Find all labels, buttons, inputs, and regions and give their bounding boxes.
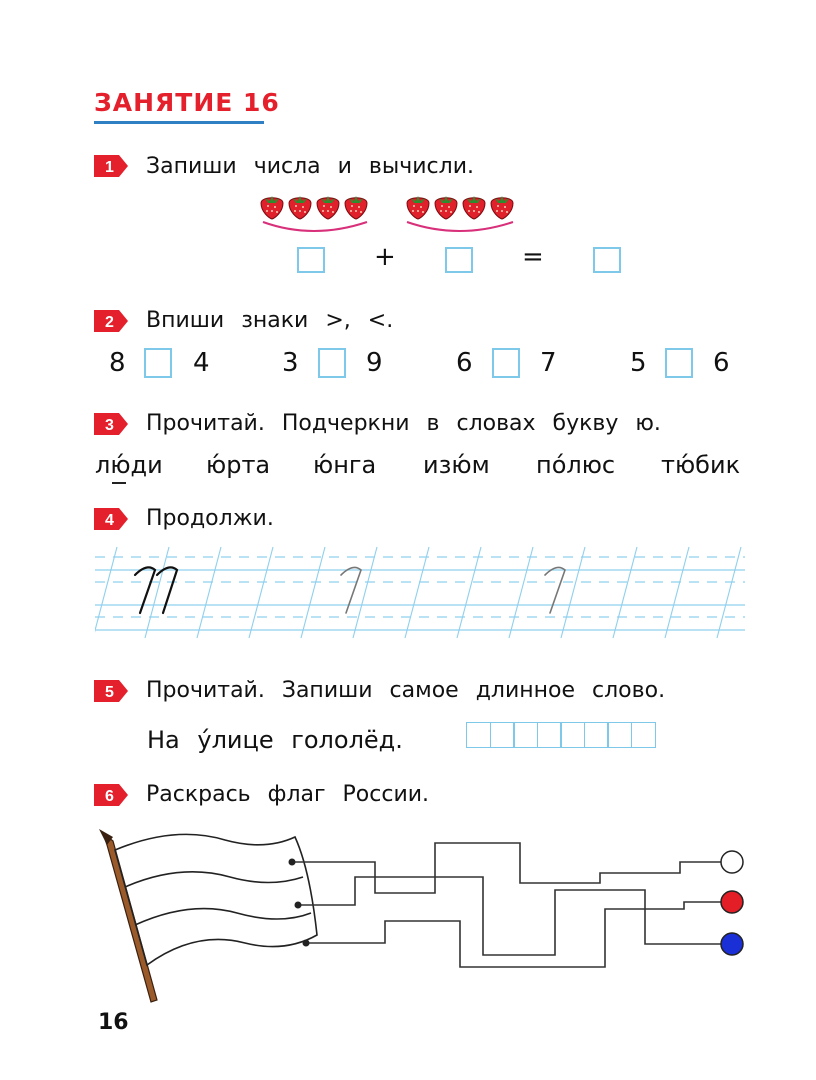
slant-guide-line bbox=[717, 547, 741, 638]
compare-left-2: 3 bbox=[282, 348, 299, 378]
slant-guide-line bbox=[561, 547, 585, 638]
word-1: лю́ди bbox=[95, 451, 163, 479]
answer-cell[interactable] bbox=[537, 722, 562, 748]
group-2-arc bbox=[407, 222, 513, 231]
strawberry-icon bbox=[345, 196, 367, 219]
slant-guide-line bbox=[509, 547, 533, 638]
flag-stripe-dot-middle bbox=[295, 902, 302, 909]
strawberry-icon bbox=[317, 196, 339, 219]
maze-path-1 bbox=[292, 843, 723, 893]
slant-guide-line bbox=[197, 547, 221, 638]
plus-sign: + bbox=[374, 242, 396, 272]
answer-box-sum[interactable] bbox=[593, 247, 621, 273]
compare-box-3[interactable] bbox=[492, 348, 520, 378]
answer-cell[interactable] bbox=[584, 722, 609, 748]
compare-box-1[interactable] bbox=[144, 348, 172, 378]
flag-stripe-dot-top bbox=[289, 859, 296, 866]
slant-guide-line bbox=[301, 547, 325, 638]
red-color-dot bbox=[721, 891, 743, 913]
svg-text:5: 5 bbox=[105, 684, 114, 701]
word-6: тю́бик bbox=[661, 451, 741, 479]
strawberry-icon bbox=[407, 196, 429, 219]
lesson-title: ЗАНЯТИЕ 16 bbox=[94, 88, 280, 117]
slant-guide-line bbox=[95, 547, 117, 638]
flag-stripe-dot-bottom bbox=[303, 940, 310, 947]
handwriting-lines[interactable] bbox=[95, 545, 745, 640]
answer-cell[interactable] bbox=[466, 722, 491, 748]
task-3-text: Прочитай. Подчеркни в словах букву ю. bbox=[146, 411, 661, 436]
group-1-arc bbox=[263, 222, 367, 231]
flag-stripe-line-2 bbox=[135, 909, 311, 925]
maze-lines bbox=[292, 843, 723, 967]
task-5-text: Прочитай. Запиши самое длинное слово. bbox=[146, 678, 666, 703]
task-4-text: Продолжи. bbox=[146, 506, 274, 531]
compare-right-3: 7 bbox=[540, 348, 557, 378]
strawberry-icon bbox=[435, 196, 457, 219]
slant-guide-line bbox=[405, 547, 429, 638]
trace-letter-1 bbox=[341, 567, 361, 613]
word-5: по́люс bbox=[536, 451, 616, 479]
task-2-badge bbox=[94, 310, 128, 332]
flag-maze bbox=[95, 825, 755, 1015]
slant-guide-line bbox=[613, 547, 637, 638]
slant-guide-line bbox=[145, 547, 169, 638]
page-number: 16 bbox=[98, 1010, 129, 1035]
compare-box-4[interactable] bbox=[665, 348, 693, 378]
task-5-sentence: На у́лице гололёд. bbox=[147, 726, 403, 754]
flag-pole bbox=[103, 833, 157, 1002]
word-2: ю́рта bbox=[206, 451, 271, 479]
task-1-badge bbox=[94, 155, 128, 177]
compare-left-3: 6 bbox=[456, 348, 473, 378]
answer-cell[interactable] bbox=[560, 722, 585, 748]
word-4: изю́м bbox=[423, 451, 490, 479]
task-6-badge bbox=[94, 784, 128, 806]
maze-path-3 bbox=[306, 902, 723, 967]
task-6-text: Раскрась флаг России. bbox=[146, 782, 430, 807]
slant-guide-line bbox=[457, 547, 481, 638]
svg-text:2: 2 bbox=[105, 314, 114, 331]
svg-text:4: 4 bbox=[105, 512, 114, 529]
sample-letters bbox=[135, 567, 177, 613]
compare-left-4: 5 bbox=[630, 348, 647, 378]
flag bbox=[115, 834, 317, 965]
word-3: ю́нга bbox=[313, 451, 377, 479]
task-4-badge bbox=[94, 508, 128, 530]
strawberry-icon bbox=[491, 196, 513, 219]
answer-cells[interactable] bbox=[466, 722, 654, 748]
task-1-number: 1 bbox=[105, 159, 114, 176]
compare-right-1: 4 bbox=[193, 348, 210, 378]
strawberry-icon bbox=[261, 196, 283, 219]
svg-text:6: 6 bbox=[105, 788, 114, 805]
compare-left-1: 8 bbox=[109, 348, 126, 378]
task-5-badge bbox=[94, 680, 128, 702]
strawberry-icon bbox=[289, 196, 311, 219]
flag-stripe-line-1 bbox=[125, 872, 303, 887]
strawberry-icon bbox=[463, 196, 485, 219]
answer-cell[interactable] bbox=[607, 722, 632, 748]
compare-box-2[interactable] bbox=[318, 348, 346, 378]
task-2-text: Впиши знаки >, <. bbox=[146, 308, 394, 333]
lesson-title-underline bbox=[94, 121, 264, 124]
answer-cell[interactable] bbox=[490, 722, 515, 748]
white-color-dot bbox=[721, 851, 743, 873]
task-1-text: Запиши числа и вычисли. bbox=[146, 154, 474, 179]
equals-sign: = bbox=[522, 242, 544, 272]
compare-right-2: 9 bbox=[366, 348, 383, 378]
compare-right-4: 6 bbox=[713, 348, 730, 378]
answer-box-second-addend[interactable] bbox=[445, 247, 473, 273]
answer-cell[interactable] bbox=[631, 722, 656, 748]
slant-guide-line bbox=[353, 547, 377, 638]
answer-cell[interactable] bbox=[513, 722, 538, 748]
blue-color-dot bbox=[721, 933, 743, 955]
trace-letter-2 bbox=[545, 567, 565, 613]
slant-guide-line bbox=[249, 547, 273, 638]
slant-guide-line bbox=[665, 547, 689, 638]
underline-yu bbox=[112, 482, 126, 484]
strawberry-groups bbox=[255, 188, 525, 238]
answer-box-first-addend[interactable] bbox=[297, 247, 325, 273]
svg-text:3: 3 bbox=[105, 417, 114, 434]
task-3-badge bbox=[94, 413, 128, 435]
